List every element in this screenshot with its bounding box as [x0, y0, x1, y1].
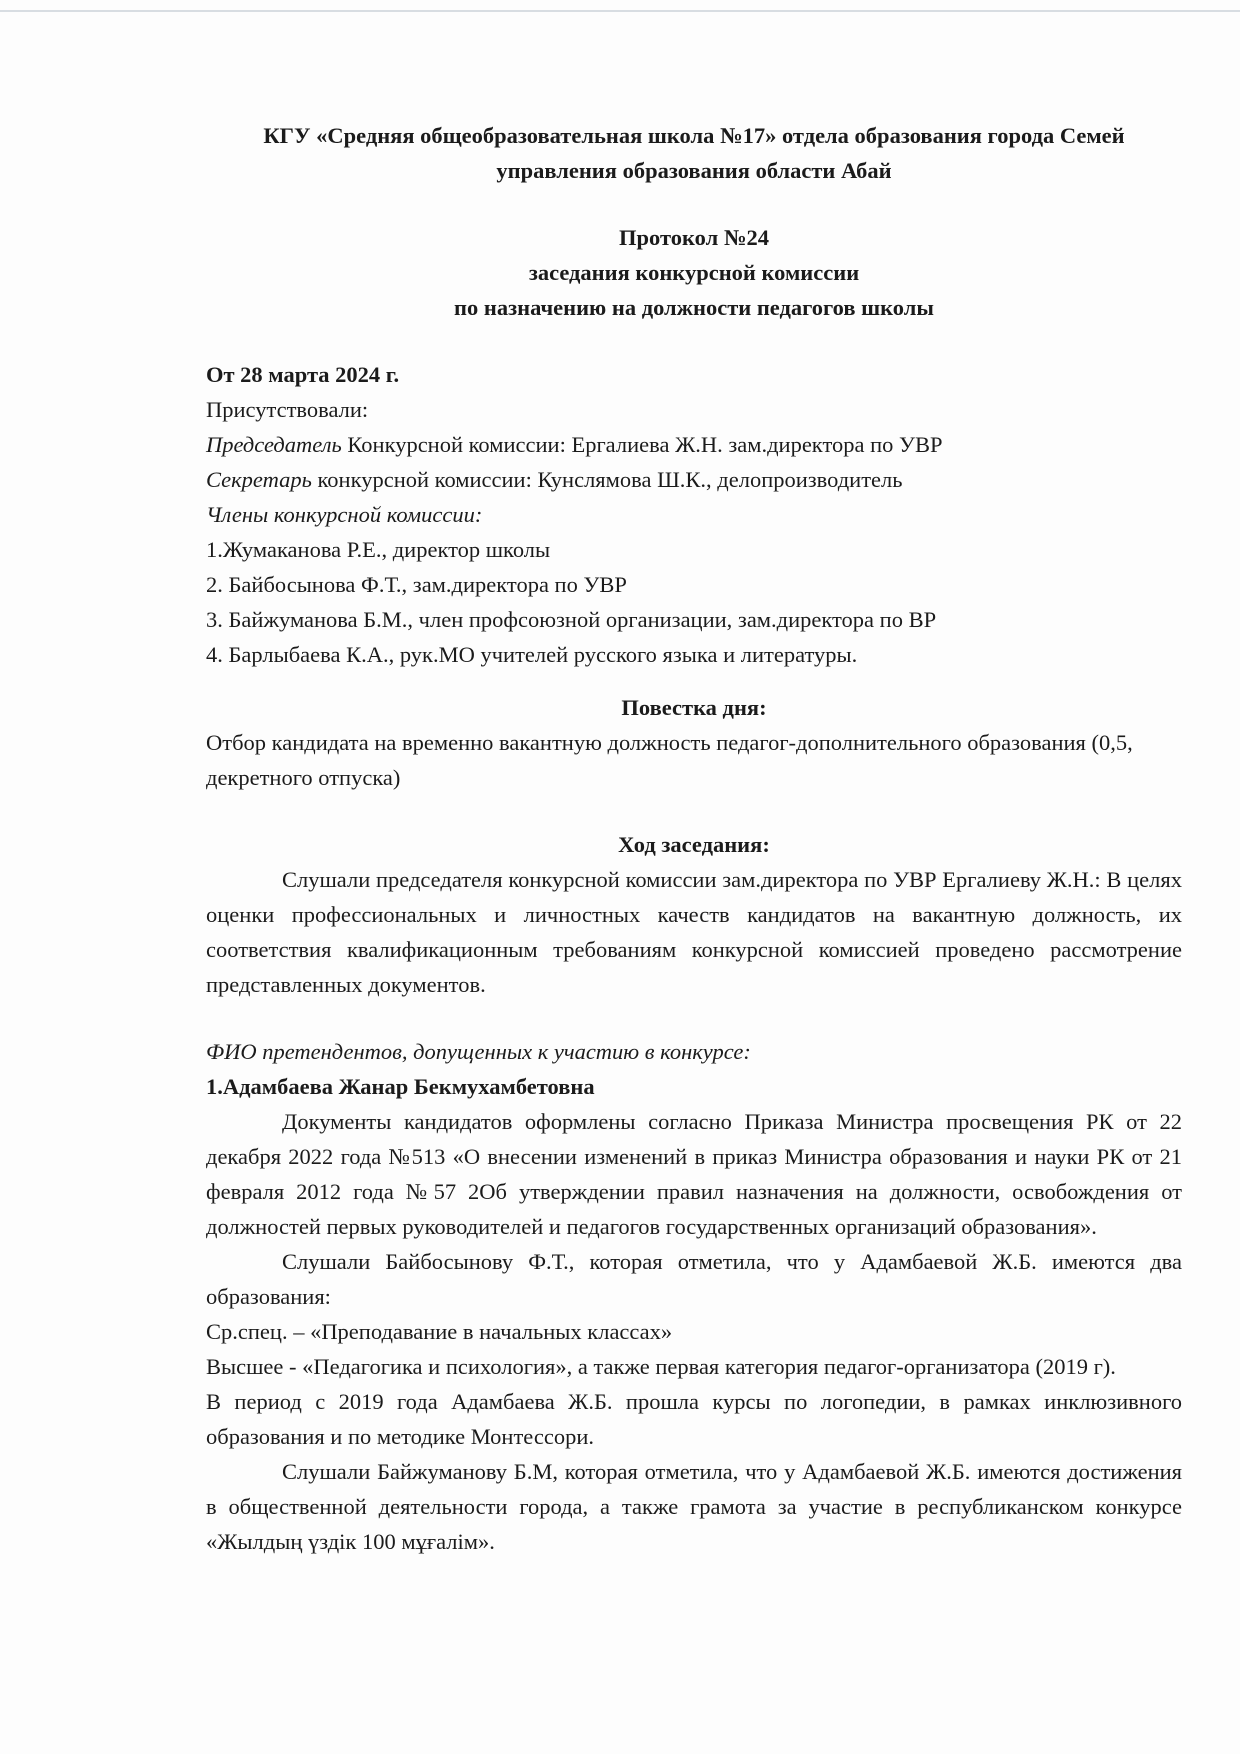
members-label: Члены конкурсной комиссии: — [206, 502, 483, 527]
chair-line — [206, 427, 1182, 462]
agenda-heading: Повестка дня: — [621, 695, 767, 720]
secretary-line — [206, 462, 1182, 497]
secretary-text: конкурсной комиссии: Кунслямова Ш.К., делопроизводитель — [311, 467, 903, 492]
courses-paragraph: В период с 2019 года Адамбаева Ж.Б. прошла курсы по логопедии, в рамках инклюзивного образования и по методике Монтессори. — [206, 1389, 1182, 1449]
present-label: Присутствовали: — [206, 397, 369, 422]
education-item: Высшее - «Педагогика и психология», а также первая категория педагог-организатора (2019 г). — [206, 1354, 1116, 1379]
agenda-text: Отбор кандидата на временно вакантную должность педагог-дополнительного образования (0,5, декретного отпуска) — [206, 730, 1133, 790]
document-body — [206, 118, 1182, 1559]
protocol-title: Протокол №24 — [619, 225, 769, 250]
header-line-1: КГУ «Средняя общеобразовательная школа №17» отдела образования города Семей — [263, 123, 1125, 148]
candidate-name: 1.Адамбаева Жанар Бекмухамбетовна — [206, 1074, 595, 1099]
baibosynova-paragraph: Слушали Байбосынову Ф.Т., которая отметила, что у Адамбаевой Ж.Б. имеются два образования: — [206, 1249, 1182, 1309]
member-item: 3. Байжуманова Б.М., член профсоюзной организации, зам.директора по ВР — [206, 607, 937, 632]
proceedings-intro: Слушали председателя конкурсной комиссии зам.директора по УВР Ергалиеву Ж.Н.: В целях оценки профессиональных и личностных качеств кандидатов на вакантную должность, их соответствия квалификационным требованиям конкурсной комиссией проведено рассмотрение представленных документов. — [206, 867, 1182, 997]
scan-edge — [0, 10, 1240, 12]
header-line-2: управления образования области Абай — [496, 158, 892, 183]
education-item: Ср.спец. – «Преподавание в начальных классах» — [206, 1319, 673, 1344]
baizhumanova-paragraph: Слушали Байжуманову Б.М, которая отметила, что у Адамбаевой Ж.Б. имеются достижения в общественной деятельности города, а также грамота за участие в республиканском конкурсе «Жылдың үздік 100 мұғалім». — [206, 1459, 1182, 1554]
chair-role: Председатель — [206, 432, 342, 457]
protocol-date: От 28 марта 2024 г. — [206, 362, 400, 387]
chair-text: Конкурсной комиссии: Ергалиева Ж.Н. зам.директора по УВР — [341, 432, 943, 457]
member-item: 4. Барлыбаева К.А., рук.МО учителей русского языка и литературы. — [206, 642, 858, 667]
protocol-line-3: по назначению на должности педагогов школы — [454, 295, 934, 320]
proceedings-heading: Ход заседания: — [618, 832, 770, 857]
protocol-line-2: заседания конкурсной комиссии — [528, 260, 860, 285]
member-item: 2. Байбосынова Ф.Т., зам.директора по УВР — [206, 572, 627, 597]
secretary-role: Секретарь — [206, 467, 312, 492]
documents-paragraph: Документы кандидатов оформлены согласно Приказа Министра просвещения РК от 22 декабря 2022 года №513 «О внесении изменений в приказ Министра образования и науки РК от 21 февраля 2012 года №57 2Об утверждении правил назначения на должности, освобождения от должностей первых руководителей и педагогов государственных организаций образования». — [206, 1109, 1182, 1239]
member-item: 1.Жумаканова Р.Е., директор школы — [206, 537, 551, 562]
candidates-label: ФИО претендентов, допущенных к участию в конкурсе: — [206, 1039, 751, 1064]
